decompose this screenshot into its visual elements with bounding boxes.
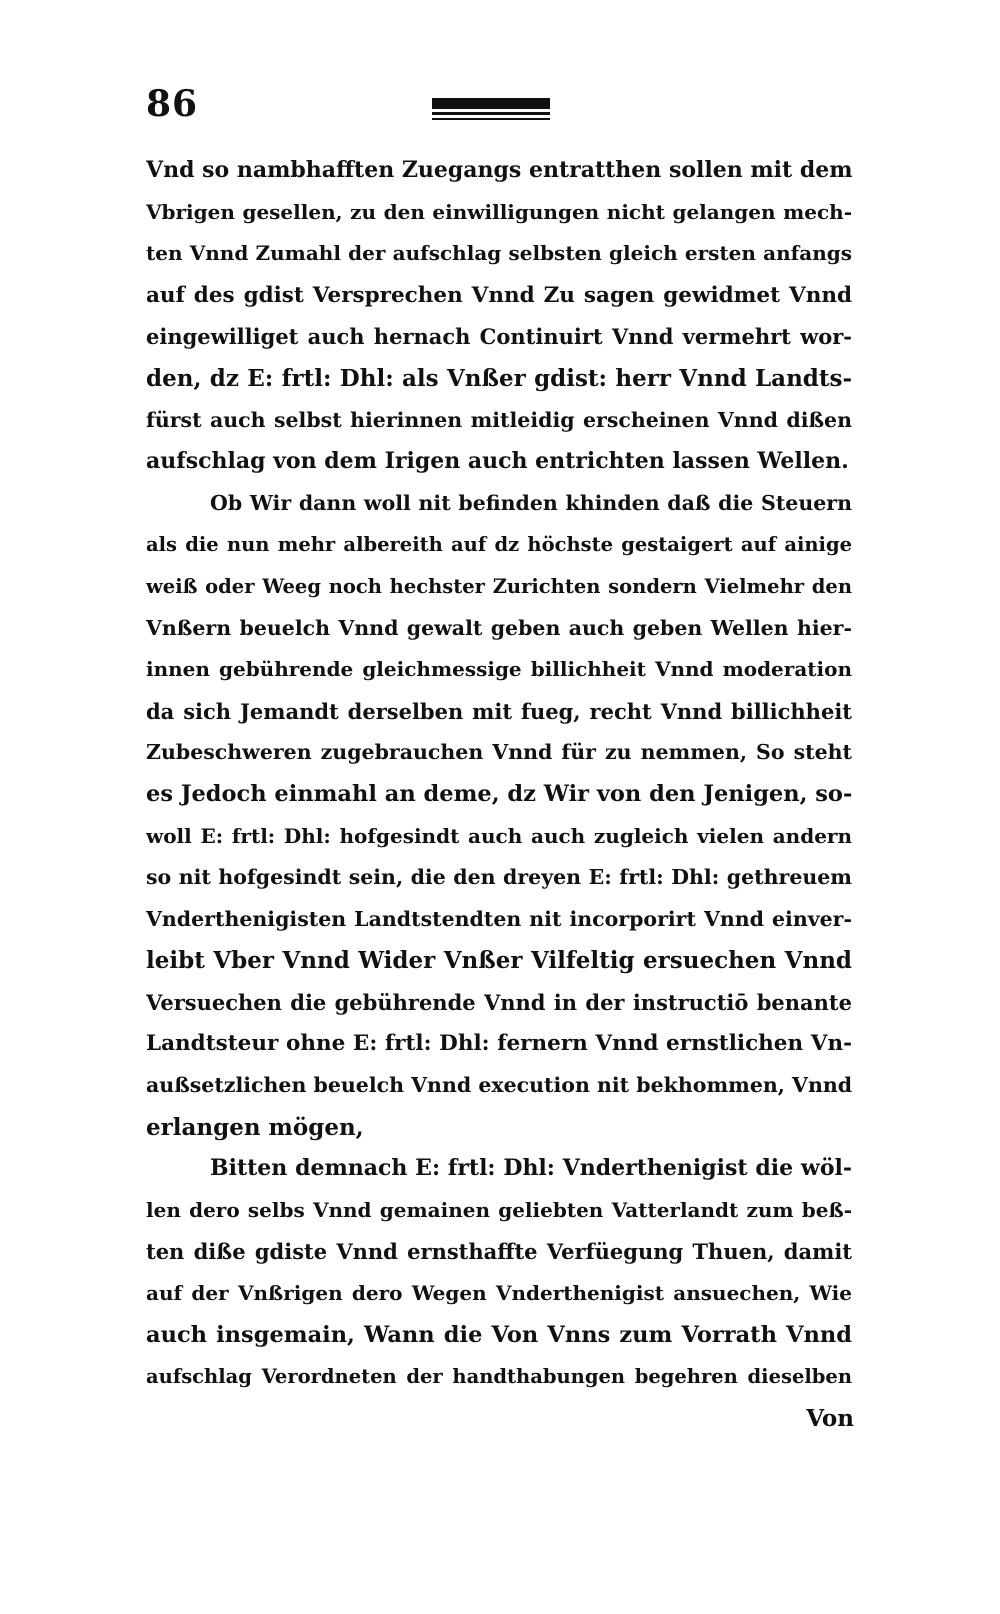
text-line: da sich Jemandt derselben mit fueg, recht Vnnd billichheit xyxy=(146,698,852,724)
text-line: außsetzlichen beuelch Vnnd execution nit bekhommen, Vnnd xyxy=(146,1073,852,1098)
text-line: eingewilliget auch hernach Continuirt Vnnd vermehrt wor- xyxy=(146,324,852,350)
text-line: als die nun mehr albereith auf dz höchste gestaigert auf ainige xyxy=(146,533,852,557)
ornament-thin-bar xyxy=(432,118,550,120)
text-line: innen gebührende gleichmessige billichheit Vnnd moderation xyxy=(146,657,852,682)
text-line: Versuechen die gebührende Vnnd in der instructiō benante xyxy=(146,989,852,1015)
text-line: Ob Wir dann woll nit befinden khinden daß die Steuern xyxy=(210,490,852,515)
text-line: aufschlag Verordneten der handthabungen begehren dieselben xyxy=(146,1365,852,1389)
text-line: Vbrigen gesellen, zu den einwilligungen nicht gelangen mech- xyxy=(146,199,852,224)
catchword: Von xyxy=(806,1405,854,1432)
header-ornament-rule xyxy=(432,98,550,120)
text-line: Landtsteur ohne E: frtl: Dhl: fernern Vnnd ernstlichen Vn- xyxy=(146,1031,852,1057)
text-line: Vnßern beuelch Vnnd gewalt geben auch geben Wellen hier- xyxy=(146,615,852,640)
ornament-thin-bar xyxy=(432,112,550,115)
text-line: Bitten demnach E: frtl: Dhl: Vnderthenigist die wöl- xyxy=(210,1155,852,1182)
text-line: auch insgemain, Wann die Von Vnns zum Vorrath Vnnd xyxy=(146,1321,852,1348)
text-line: weiß oder Weeg noch hechster Zurichten sondern Vielmehr den xyxy=(146,574,852,598)
text-line: Vnderthenigisten Landtstendten nit incorporirt Vnnd einver- xyxy=(146,906,852,931)
text-line: Zubeschweren zugebrauchen Vnnd für zu nemmen, So steht xyxy=(146,740,852,765)
text-line: so nit hofgesindt sein, die den dreyen E: frtl: Dhl: gethreuem xyxy=(146,865,852,890)
text-line: len dero selbs Vnnd gemainen geliebten Vatterlandt zum beß- xyxy=(146,1197,852,1222)
text-line: ten Vnnd Zumahl der aufschlag selbsten gleich ersten anfangs xyxy=(146,241,852,266)
text-line: Vnd so nambhafften Zuegangs entratthen sollen mit dem xyxy=(146,157,852,183)
page-number: 86 xyxy=(146,83,199,125)
text-line: auf der Vnßrigen dero Wegen Vnderthenigist ansuechen, Wie xyxy=(146,1281,852,1306)
text-line: erlangen mögen, xyxy=(146,1113,364,1141)
text-line: leibt Vber Vnnd Wider Vnßer Vilfeltig ersuechen Vnnd xyxy=(146,947,852,975)
text-line: auf des gdist Versprechen Vnnd Zu sagen gewidmet Vnnd xyxy=(146,282,852,308)
text-line: fürst auch selbst hierinnen mitleidig erscheinen Vnnd dißen xyxy=(146,407,852,432)
ornament-thick-bar xyxy=(432,98,550,109)
text-line: aufschlag von dem Irigen auch entrichten lassen Wellen. xyxy=(146,448,849,475)
text-line: woll E: frtl: Dhl: hofgesindt auch auch zugleich vielen andern xyxy=(146,823,852,848)
text-line: ten diße gdiste Vnnd ernsthaffte Verfüegung Thuen, damit xyxy=(146,1239,852,1265)
body-text xyxy=(146,150,852,1398)
text-line: es Jedoch einmahl an deme, dz Wir von den Jenigen, so- xyxy=(146,780,852,807)
text-line: den, dz E: frtl: Dhl: als Vnßer gdist: herr Vnnd Landts- xyxy=(146,364,852,392)
